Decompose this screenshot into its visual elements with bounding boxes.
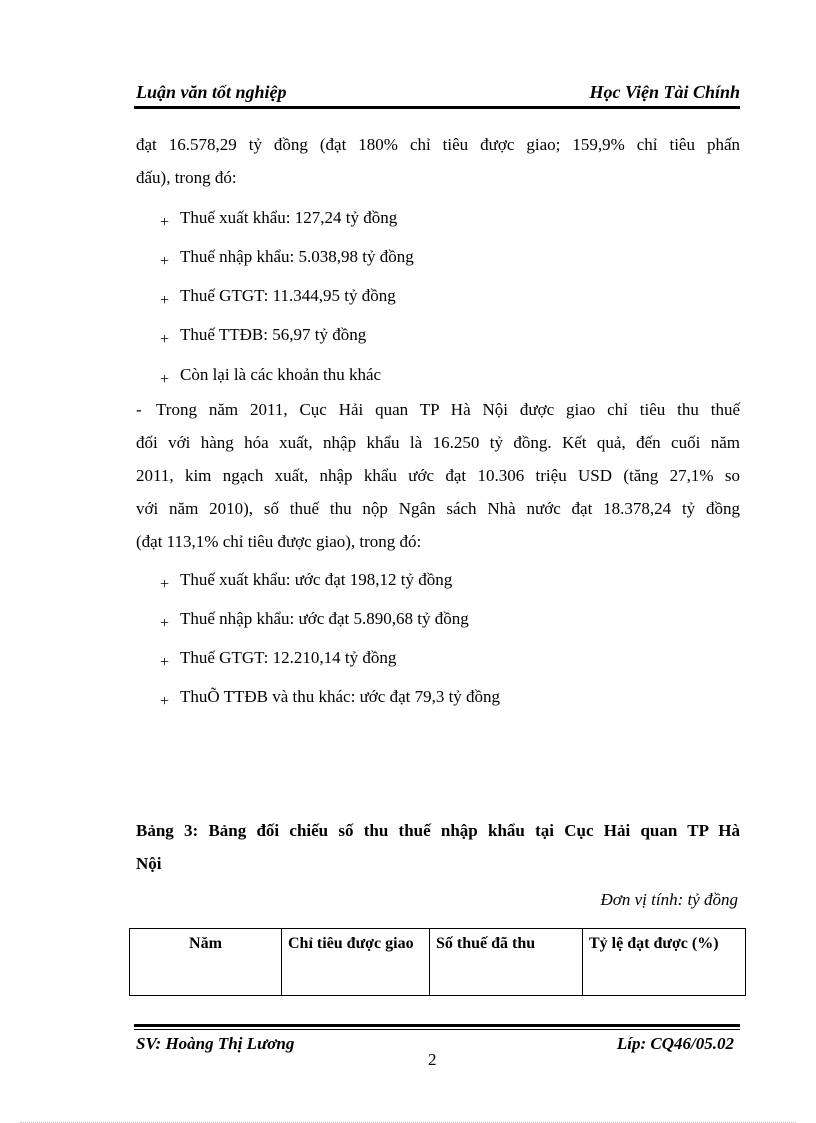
table-caption-line-2: Nội (136, 854, 162, 873)
paragraph-2011 (136, 393, 740, 558)
intro-line-1: đạt 16.578,29 tỷ đồng (đạt 180% chỉ tiêu được giao; 159,9% chỉ tiêu phấn (136, 135, 740, 154)
plus-marker-icon: + (160, 292, 170, 309)
plus-marker-icon: + (160, 371, 170, 388)
header-thesis-title: Luận văn tốt nghiệp (136, 82, 287, 102)
list-item (160, 285, 396, 308)
column-header-target: Chỉ tiêu được giao (282, 929, 430, 996)
plus-marker-icon: + (160, 693, 170, 710)
column-header-year: Năm (130, 929, 282, 996)
table-caption-line-1: Bảng 3: Bảng đối chiếu số thu thuế nhập khẩu tại Cục Hải quan TP Hà (136, 821, 740, 840)
paragraph-2011-text-1: Trong năm 2011, Cục Hải quan TP Hà Nội được giao chỉ tiêu thu thuế (156, 400, 740, 419)
column-header-rate: Tỷ lệ đạt được (%) (583, 929, 746, 996)
table-header-row (130, 929, 746, 996)
list-item (160, 608, 469, 631)
intro-line-2: đấu), trong đó: (136, 168, 237, 187)
plus-marker-icon: + (160, 576, 170, 593)
paragraph-2011-line-2: đối với hàng hóa xuất, nhập khẩu là 16.250 tỷ đồng. Kết quả, đến cuối năm (136, 433, 740, 452)
list-item-text: Thuế xuất khẩu: 127,24 tỷ đồng (180, 208, 398, 227)
header-rule (134, 106, 740, 109)
list-item-text: Còn lại là các khoản thu khác (180, 365, 382, 384)
list-item (160, 569, 452, 592)
footer-class-code: Líp: CQ46/05.02 (616, 1034, 734, 1053)
table-caption (136, 814, 740, 880)
list-item-text: Thuế nhập khẩu: ước đạt 5.890,68 tỷ đồng (180, 609, 469, 628)
page-number: 2 (428, 1050, 437, 1069)
list-item (160, 364, 381, 387)
list-item-text: Thuế GTGT: 11.344,95 tỷ đồng (180, 286, 396, 305)
plus-marker-icon: + (160, 214, 170, 231)
paragraph-2011-line-3: 2011, kim ngạch xuất, nhập khẩu ước đạt 10.306 triệu USD (tăng 27,1% so (136, 466, 740, 485)
unit-label: Đơn vị tính: tỷ đồng (600, 890, 738, 909)
list-item-text: Thuế GTGT: 12.210,14 tỷ đồng (180, 648, 397, 667)
paragraph-2011-line-4: với năm 2010), số thuế thu nộp Ngân sách Nhà nước đạt 18.378,24 tỷ đồng (136, 499, 740, 518)
list-item (160, 324, 366, 347)
footer-student-name: SV: Hoàng Thị Lương (136, 1034, 295, 1053)
list-item-text: ThuÕ TTĐB và thu khác: ước đạt 79,3 tỷ đồng (180, 687, 501, 706)
plus-marker-icon: + (160, 331, 170, 348)
plus-marker-icon: + (160, 253, 170, 270)
tax-comparison-table (129, 928, 746, 996)
intro-paragraph (136, 128, 740, 194)
paragraph-2011-line-5: (đạt 113,1% chỉ tiêu được giao), trong đó: (136, 532, 422, 551)
plus-marker-icon: + (160, 615, 170, 632)
list-item-text: Thuế nhập khẩu: 5.038,98 tỷ đồng (180, 247, 414, 266)
list-item-text: Thuế TTĐB: 56,97 tỷ đồng (180, 325, 367, 344)
list-item-text: Thuế xuất khẩu: ước đạt 198,12 tỷ đồng (180, 570, 453, 589)
plus-marker-icon: + (160, 654, 170, 671)
list-item (160, 686, 500, 709)
list-item (160, 647, 396, 670)
list-item (160, 246, 414, 269)
paragraph-2011-line-1 (136, 393, 740, 426)
column-header-collected: Số thuế đã thu (430, 929, 583, 996)
footer-rule-thin (134, 1029, 740, 1030)
dash-marker: - (136, 400, 142, 419)
footer-rule-thick (134, 1024, 740, 1027)
list-item (160, 207, 397, 230)
header-institution: Học Viện Tài Chính (589, 82, 740, 102)
